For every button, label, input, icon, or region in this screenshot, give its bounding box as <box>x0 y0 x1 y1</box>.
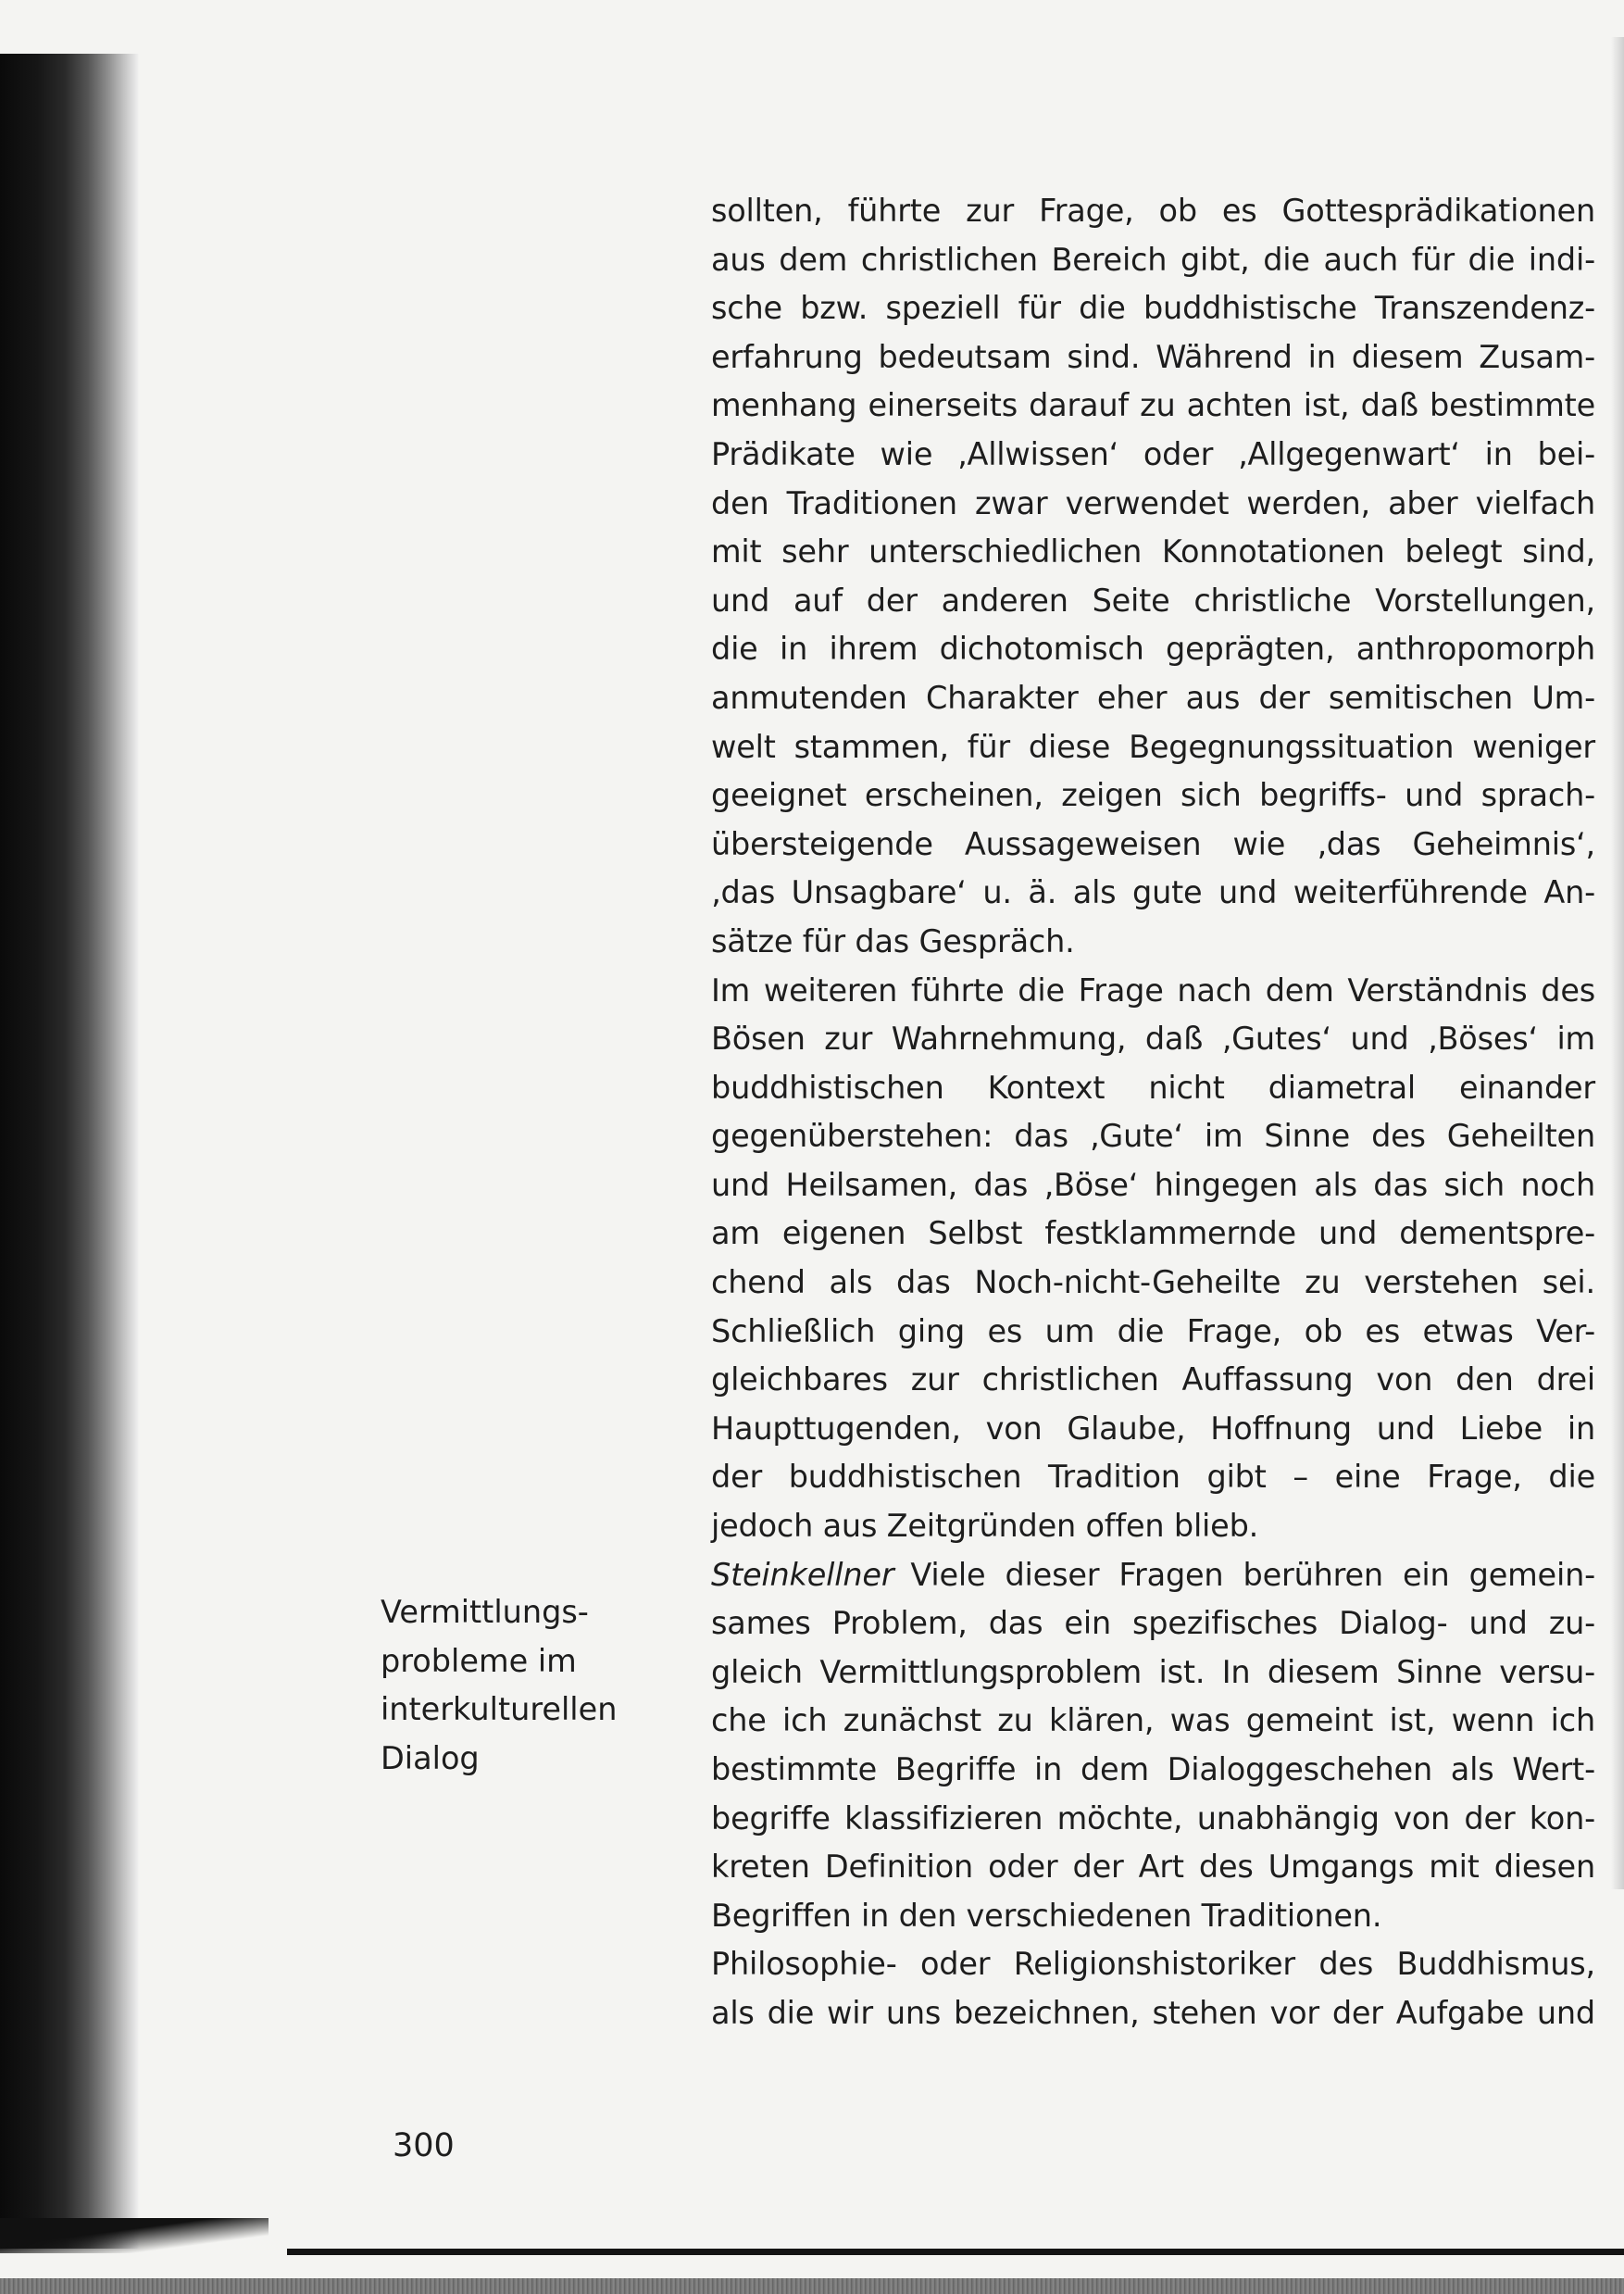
text-line: ‚das Unsagbare‘ u. ä. als gute und weiterführende An- <box>711 874 1595 911</box>
text-line: am eigenen Selbst festklammernde und dementspre- <box>711 1215 1595 1252</box>
scan-right-edge <box>1611 37 1624 1889</box>
text-line: der buddhistischen Tradition gibt – eine Frage, die <box>711 1459 1595 1496</box>
text-line: sätze für das Gespräch. <box>711 922 1075 959</box>
page-number: 300 <box>393 2127 455 2164</box>
text-line: mit sehr unterschiedlichen Konnotationen belegt sind, <box>711 533 1595 570</box>
text-line: menhang einerseits darauf zu achten ist, daß bestimmte <box>711 387 1595 424</box>
text-line: Haupttugenden, von Glaube, Hoffnung und Liebe in <box>711 1410 1595 1447</box>
text-line: und Heilsamen, das ‚Böse‘ hingegen als das sich noch <box>711 1166 1595 1203</box>
speaker-name: Steinkellner <box>711 1556 894 1593</box>
text-line: jedoch aus Zeitgründen offen blieb. <box>711 1508 1259 1545</box>
text-line: die in ihrem dichotomisch geprägten, anthropomorph <box>711 631 1595 668</box>
speaker-line-text: Viele dieser Fragen berühren ein gemein- <box>910 1556 1595 1593</box>
text-line: Philosophie- oder Religionshistoriker des Buddhismus, <box>711 1946 1595 1983</box>
scan-bottom-band <box>0 2278 1624 2294</box>
text-line: begriffe klassifizieren möchte, unabhängig von der kon- <box>711 1799 1595 1836</box>
text-line: Im weiteren führte die Frage nach dem Verständnis des <box>711 972 1595 1009</box>
text-line: anmutenden Charakter eher aus der semitischen Um- <box>711 679 1595 716</box>
text-line: gleich Vermittlungsproblem ist. In diesem Sinne versu- <box>711 1653 1595 1690</box>
margin-heading-line: Dialog <box>381 1739 480 1776</box>
text-line: kreten Definition oder der Art des Umgangs mit diesen <box>711 1849 1595 1886</box>
text-line: Begriffen in den verschiedenen Traditionen. <box>711 1897 1382 1934</box>
text-line: übersteigende Aussageweisen wie ‚das Geheimnis‘, <box>711 825 1595 862</box>
text-line: Bösen zur Wahrnehmung, daß ‚Gutes‘ und ‚Böses‘ im <box>711 1021 1595 1058</box>
text-line: sollten, führte zur Frage, ob es Gottesprädikationen <box>711 193 1595 229</box>
body-text <box>711 187 1595 2038</box>
text-line: sames Problem, das ein spezifisches Dialog- und zu- <box>711 1605 1595 1642</box>
text-line: sche bzw. speziell für die buddhistische Transzendenz- <box>711 290 1595 327</box>
text-line: aus dem christlichen Bereich gibt, die auch für die indi- <box>711 241 1595 278</box>
text-line: den Traditionen zwar verwendet werden, aber vielfach <box>711 484 1595 521</box>
text-line: buddhistischen Kontext nicht diametral einander <box>711 1069 1595 1106</box>
text-line: gegenüberstehen: das ‚Gute‘ im Sinne des Geheilten <box>711 1118 1595 1155</box>
text-line: chend als das Noch-nicht-Geheilte zu verstehen sei. <box>711 1264 1595 1301</box>
text-line: Prädikate wie ‚Allwissen‘ oder ‚Allgegenwart‘ in bei- <box>711 435 1595 472</box>
text-line: geeignet erscheinen, zeigen sich begriffs- und sprach- <box>711 777 1595 814</box>
margin-heading-line: Vermittlungs- <box>381 1594 589 1630</box>
text-line: Schließlich ging es um die Frage, ob es etwas Ver- <box>711 1312 1595 1349</box>
speaker-line <box>711 1551 1595 1600</box>
text-line: che ich zunächst zu klären, was gemeint ist, wenn ich <box>711 1702 1595 1739</box>
margin-heading-line: probleme im <box>381 1642 577 1679</box>
text-line: bestimmte Begriffe in dem Dialoggeschehen als Wert- <box>711 1751 1595 1787</box>
page-bottom-edge <box>287 2249 1624 2255</box>
text-line: und auf der anderen Seite christliche Vorstellungen, <box>711 582 1595 619</box>
margin-heading <box>381 1588 658 1783</box>
scan-spine-foot <box>0 2218 269 2253</box>
text-line: gleichbares zur christlichen Auffassung von den drei <box>711 1361 1595 1398</box>
text-line: als die wir uns bezeichnen, stehen vor der Aufgabe und <box>711 1994 1595 2031</box>
margin-heading-line: interkulturellen <box>381 1691 618 1728</box>
text-line: erfahrung bedeutsam sind. Während in diesem Zusam- <box>711 338 1595 375</box>
text-line: welt stammen, für diese Begegnungssituation weniger <box>711 728 1595 765</box>
scan-spine-shadow <box>0 54 139 2249</box>
